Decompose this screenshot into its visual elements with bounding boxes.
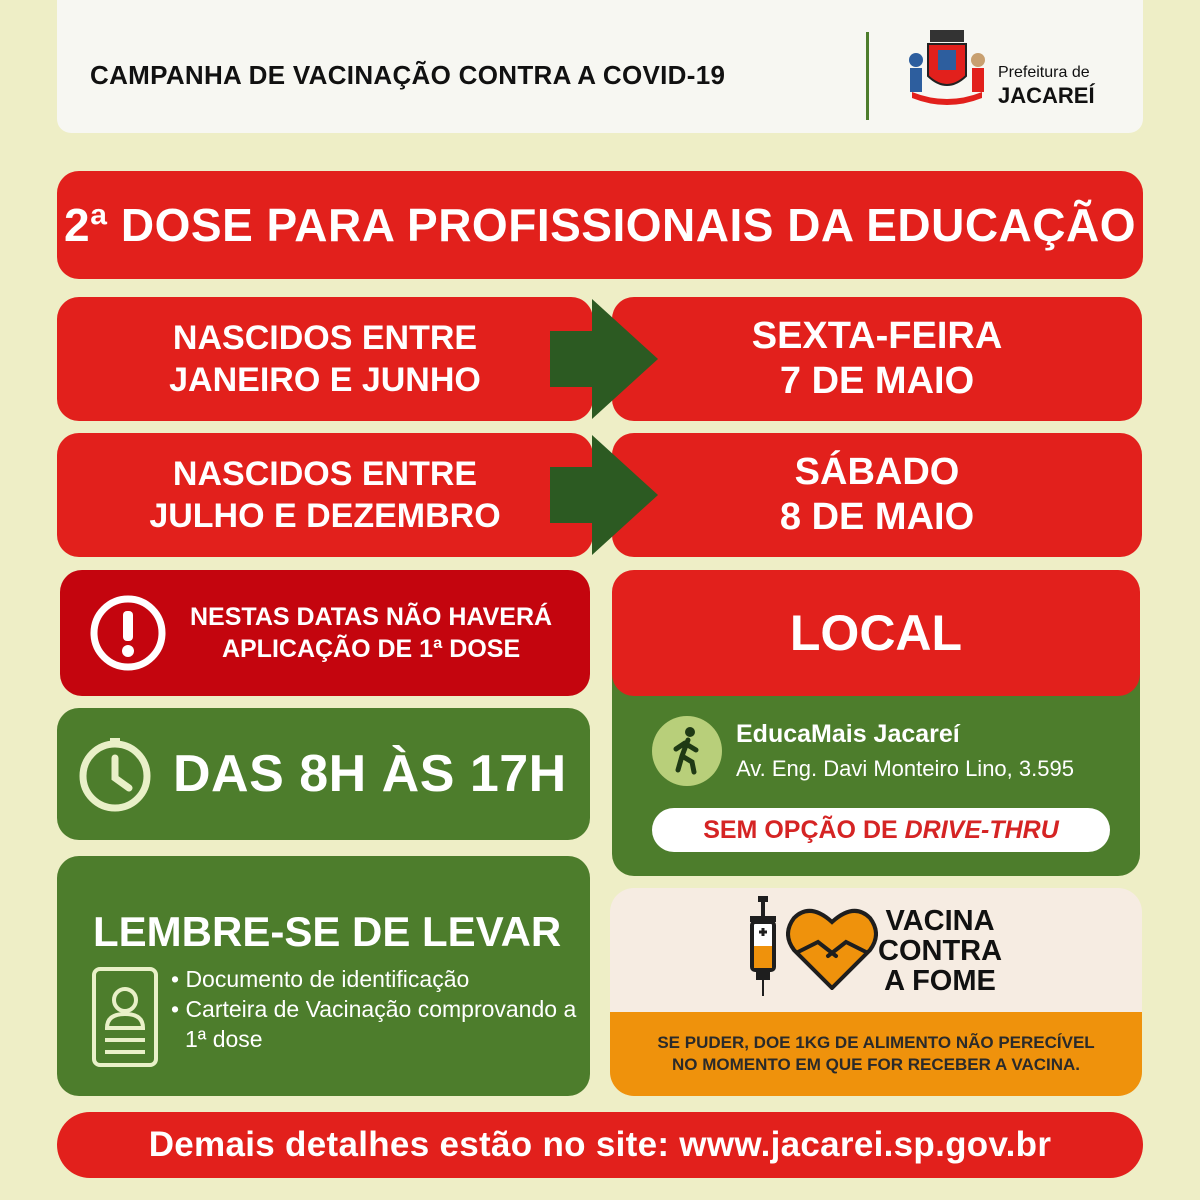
- heart-hands-icon: [786, 904, 878, 990]
- logo-city-name: JACAREÍ: [998, 83, 1095, 108]
- walking-person-icon: [652, 716, 722, 786]
- logo-prefeitura-label: Prefeitura de: [998, 64, 1090, 81]
- group-line1: NASCIDOS ENTRE: [172, 455, 478, 493]
- food-line1: VACINA: [885, 905, 995, 937]
- group-line2: JULHO E DEZEMBRO: [149, 497, 501, 535]
- place-address: Av. Eng. Davi Monteiro Lino, 3.595: [736, 756, 1074, 781]
- hours-card: [57, 708, 590, 840]
- food-line2: CONTRA: [878, 935, 1003, 967]
- clock-icon: [75, 734, 155, 814]
- day-line1: SEXTA-FEIRA: [751, 315, 1003, 357]
- syringe-icon: [740, 896, 786, 996]
- first-dose-warning: [60, 570, 590, 696]
- main-title: 2ª DOSE PARA PROFISSIONAIS DA EDUCAÇÃO: [57, 171, 1143, 279]
- food-campaign-title: [878, 906, 1002, 996]
- group-card-1: [57, 297, 593, 421]
- arrow-right-icon: [550, 299, 660, 419]
- crest-icon: [906, 26, 988, 108]
- footer-website[interactable]: Demais detalhes estão no site: www.jacarei.sp.gov.br: [57, 1112, 1143, 1178]
- hours-text: DAS 8H ÀS 17H: [173, 745, 567, 803]
- place-name: EducaMais Jacareí: [736, 720, 960, 748]
- reminder-list: [171, 964, 591, 1054]
- reminder-item: • Carteira de Vacinação comprovando a 1ª dose: [171, 996, 577, 1052]
- no-drive-thru-notice: [652, 808, 1110, 852]
- campaign-title: CAMPANHA DE VACINAÇÃO CONTRA A COVID-19: [90, 60, 726, 90]
- day-line1: SÁBADO: [794, 451, 960, 493]
- warning-line2: APLICAÇÃO DE 1ª DOSE: [221, 635, 521, 663]
- arrow-right-icon: [550, 435, 660, 555]
- notice-emphasis: DRIVE-THRU: [904, 815, 1059, 844]
- reminder-card: [57, 856, 590, 1096]
- header-divider: [866, 32, 869, 120]
- day-card-1: [612, 297, 1142, 421]
- location-heading: LOCAL: [612, 570, 1140, 696]
- day-card-2: [612, 433, 1142, 557]
- group-card-2: [57, 433, 593, 557]
- reminder-item: • Documento de identificação: [171, 966, 470, 992]
- day-line2: 7 DE MAIO: [779, 360, 975, 402]
- notice-prefix: SEM OPÇÃO DE: [703, 815, 905, 844]
- group-line2: JANEIRO E JUNHO: [169, 361, 481, 399]
- exclamation-icon: [88, 593, 168, 673]
- reminder-title: LEMBRE-SE DE LEVAR: [93, 908, 562, 955]
- group-line1: NASCIDOS ENTRE: [172, 319, 478, 357]
- food-campaign-card: [610, 888, 1142, 1096]
- food-line3: A FOME: [884, 965, 996, 997]
- donation-line1: SE PUDER, DOE 1KG DE ALIMENTO NÃO PERECÍVEL: [657, 1033, 1095, 1052]
- day-line2: 8 DE MAIO: [779, 496, 975, 538]
- donation-line2: NO MOMENTO EM QUE FOR RECEBER A VACINA.: [671, 1055, 1081, 1074]
- id-card-icon: [91, 966, 159, 1068]
- warning-line1: NESTAS DATAS NÃO HAVERÁ: [190, 603, 553, 631]
- donation-note: [610, 1012, 1142, 1096]
